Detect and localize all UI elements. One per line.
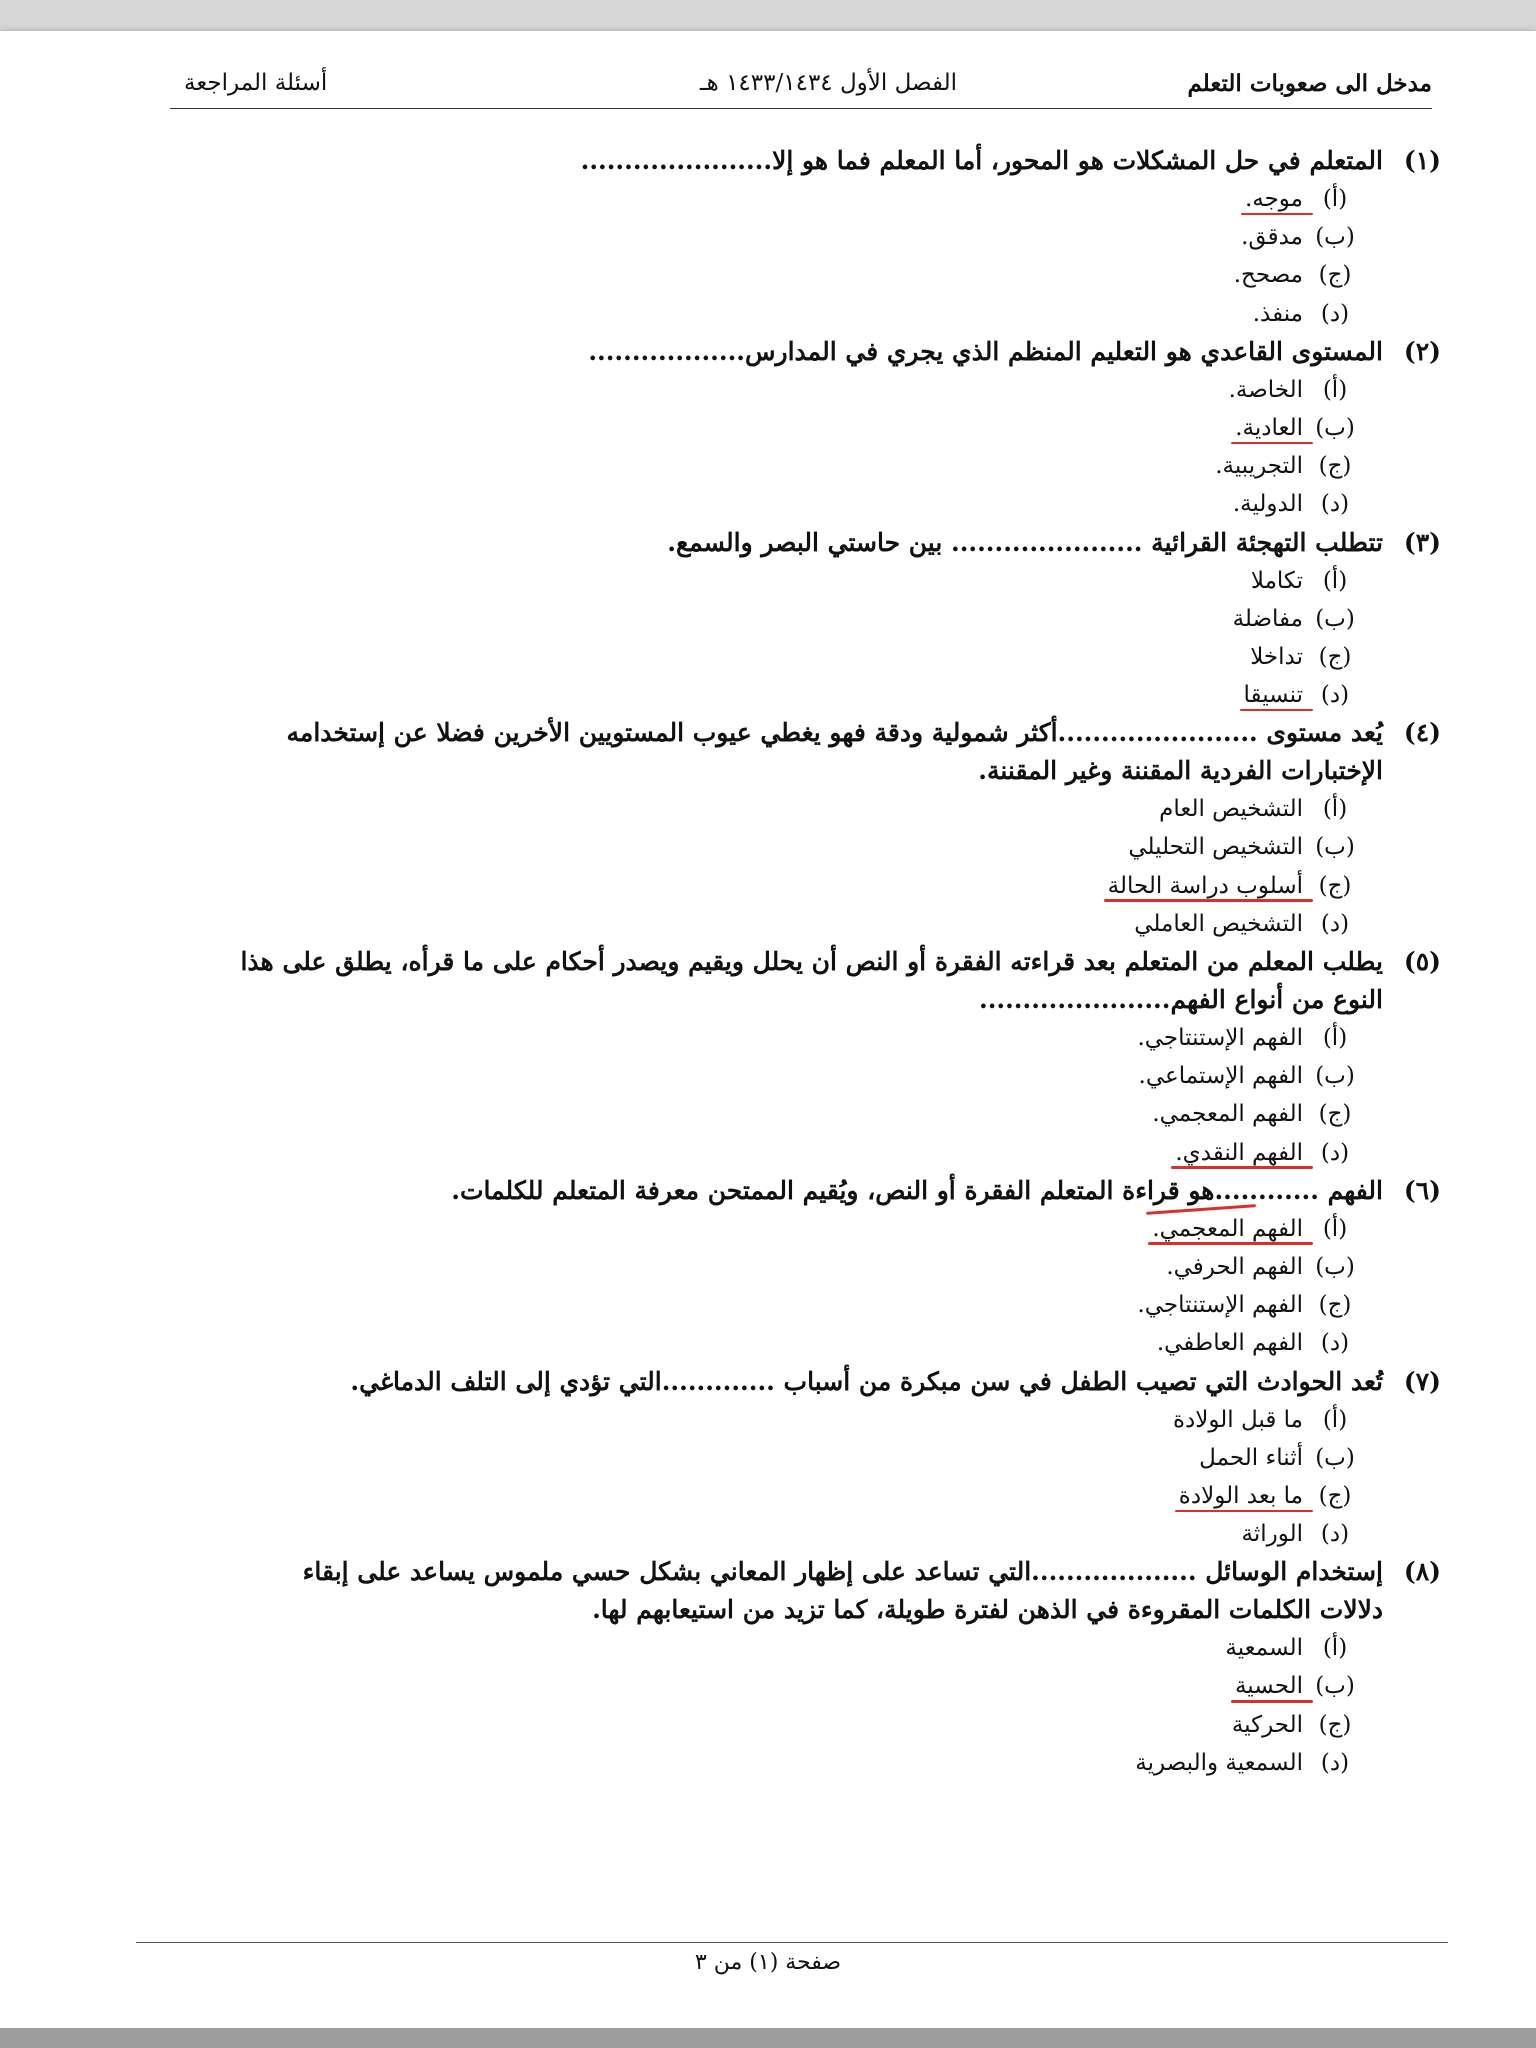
option-text: الفهم الإستماعي.	[1138, 1063, 1303, 1090]
marked-answer: الفهم المعجمي.	[1152, 1210, 1309, 1248]
question-7	[161, 1363, 1441, 1554]
option-text: الخاصة.	[1228, 376, 1303, 403]
option-letter: (ج)	[1318, 262, 1352, 289]
option-row	[161, 867, 1361, 905]
option-letter: (ب)	[1315, 834, 1355, 861]
option-row	[161, 1095, 1361, 1133]
question-text	[161, 524, 1441, 562]
option-row	[161, 905, 1361, 943]
marked-answer: تنسيقا	[1244, 676, 1309, 714]
option-letter: (د)	[1320, 682, 1350, 709]
option-row	[161, 790, 1361, 828]
course-title: مدخل الى صعوبات التعلم	[1187, 70, 1432, 97]
options-list	[161, 180, 1441, 333]
question-number: (١)	[1403, 146, 1441, 175]
option-text: التجريبية.	[1215, 453, 1303, 480]
question-line: المستوى القاعدي هو التعليم المنظم الذي يجري في المدارس..................	[588, 336, 1383, 366]
question-line: تتطلب التهجئة القرائية ...................... بين حاستي البصر والسمع.	[667, 527, 1383, 557]
option-text: مفاضلة	[1232, 605, 1303, 632]
option-letter: (ب)	[1315, 605, 1355, 632]
option-letter: (ج)	[1318, 1292, 1352, 1319]
option-letter: (ج)	[1318, 643, 1352, 670]
option-row	[161, 1515, 1361, 1553]
option-letter: (ب)	[1315, 1673, 1355, 1700]
option-row	[161, 1057, 1361, 1095]
option-letter: (ب)	[1315, 1253, 1355, 1280]
option-text: الدولية.	[1232, 491, 1303, 518]
option-row	[161, 1744, 1361, 1782]
question-8	[161, 1553, 1441, 1782]
marked-answer: موجه.	[1245, 180, 1309, 218]
marked-answer: الفهم النقدي.	[1175, 1134, 1309, 1172]
marked-answer: ما بعد الولادة	[1179, 1477, 1309, 1515]
option-text: التشخيص التحليلي	[1128, 834, 1303, 861]
page-bottom-shadow	[0, 2028, 1536, 2048]
question-number: (٧)	[1403, 1366, 1441, 1396]
option-text: الوراثة	[1241, 1521, 1303, 1548]
option-text: الفهم الحرفي.	[1166, 1253, 1303, 1280]
question-line: يُعد مستوى .......................أكثر شمولية ودقة فهو يغطي عيوب المستويين الأخرين فضلا عن إستخدامه	[286, 718, 1383, 748]
question-line: الإختبارات الفردية المقننة وغير المقننة.	[978, 756, 1383, 786]
questions-list	[161, 142, 1441, 1782]
question-line: الفهم ............هو قراءة المتعلم الفقرة أو النص، ويُقيم الممتحن معرفة المتعلم للكلمات.	[451, 1175, 1383, 1205]
option-row	[161, 1210, 1361, 1248]
question-6	[161, 1172, 1441, 1363]
option-letter: (أ)	[1322, 376, 1348, 403]
footer-divider	[136, 1942, 1448, 1943]
option-letter: (أ)	[1322, 1406, 1348, 1433]
option-letter: (أ)	[1322, 567, 1348, 594]
option-row	[161, 1477, 1361, 1515]
option-letter: (ب)	[1315, 1444, 1355, 1471]
option-letter: (د)	[1320, 1749, 1350, 1776]
option-row	[161, 1019, 1361, 1057]
page-number: صفحة (١) من ٣	[694, 1950, 842, 1975]
option-row	[161, 485, 1361, 523]
option-text: السمعية والبصرية	[1135, 1749, 1303, 1776]
option-row	[161, 1286, 1361, 1324]
option-row	[161, 638, 1361, 676]
option-letter: (د)	[1320, 1139, 1350, 1166]
option-letter: (ج)	[1318, 1482, 1352, 1509]
option-text: أثناء الحمل	[1199, 1444, 1303, 1471]
options-list	[161, 562, 1441, 715]
term-label: الفصل الأول ١٤٣٣/١٤٣٤ هـ	[699, 70, 957, 96]
question-text	[161, 333, 1441, 371]
question-line: تُعد الحوادث التي تصيب الطفل في سن مبكرة من أسباب .............التي تؤدي إلى التلف الدماغي.	[350, 1366, 1383, 1396]
marked-answer: أسلوب دراسة الحالة	[1108, 867, 1309, 905]
option-text: الحركية	[1231, 1711, 1303, 1738]
option-text: التشخيص العاملي	[1134, 910, 1303, 937]
option-text: مدقق.	[1241, 224, 1303, 251]
question-text	[161, 714, 1441, 752]
option-text: ما قبل الولادة	[1173, 1406, 1303, 1433]
option-row	[161, 1667, 1361, 1705]
option-letter: (أ)	[1322, 796, 1348, 823]
option-letter: (أ)	[1322, 1635, 1348, 1662]
question-number: (٢)	[1403, 336, 1441, 366]
option-letter: (ب)	[1315, 1063, 1355, 1090]
option-letter: (ب)	[1315, 224, 1355, 251]
page-header	[170, 66, 1432, 109]
option-letter: (ب)	[1315, 414, 1355, 441]
marked-answer: العادية.	[1235, 409, 1309, 447]
option-row	[161, 676, 1361, 714]
option-row	[161, 1629, 1361, 1667]
option-letter: (د)	[1320, 1521, 1350, 1548]
question-line: إستخدام الوسائل ...................التي تساعد على إظهار المعاني بشكل حسي ملموس يساعد على إبقاء	[302, 1557, 1383, 1587]
question-line: المتعلم في حل المشكلات هو المحور، أما المعلم فما هو إلا......................	[580, 146, 1383, 175]
options-list	[161, 790, 1441, 943]
options-list	[161, 1019, 1441, 1172]
question-number: (٨)	[1403, 1557, 1441, 1587]
option-row	[161, 295, 1361, 333]
option-letter: (د)	[1320, 1330, 1350, 1357]
option-row	[161, 828, 1361, 866]
option-row	[161, 1134, 1361, 1172]
option-letter: (ج)	[1318, 453, 1352, 480]
option-letter: (أ)	[1322, 1215, 1348, 1242]
question-1	[161, 142, 1441, 333]
question-number: (٤)	[1403, 718, 1441, 748]
option-text: تكاملا	[1250, 567, 1303, 594]
option-text: مصحح.	[1233, 262, 1303, 289]
option-row	[161, 371, 1361, 409]
option-row	[161, 1324, 1361, 1362]
question-5	[161, 943, 1441, 1172]
question-4	[161, 714, 1441, 943]
question-line: يطلب المعلم من المتعلم بعد قراءته الفقرة أو النص أن يحلل ويقيم ويصدر أحكام على ما قرأه، يطلق على هذا	[240, 947, 1383, 976]
options-list	[161, 1210, 1441, 1363]
option-row	[161, 1401, 1361, 1439]
question-number: (٣)	[1403, 527, 1441, 557]
option-row	[161, 180, 1361, 218]
question-number: (٦)	[1403, 1175, 1441, 1205]
section-label: أسئلة المراجعة	[184, 70, 328, 96]
option-text: الفهم المعجمي.	[1152, 1101, 1303, 1128]
option-text: منفذ.	[1252, 300, 1303, 327]
option-letter: (د)	[1320, 300, 1350, 327]
options-list	[161, 371, 1441, 524]
question-text	[161, 1172, 1441, 1210]
option-text: الفهم الإستنتاجي.	[1137, 1292, 1303, 1319]
question-text	[161, 1591, 1441, 1629]
option-letter: (أ)	[1322, 1025, 1348, 1051]
question-line: النوع من أنواع الفهم......................	[978, 985, 1383, 1014]
question-line: دلالات الكلمات المقروءة في الذهن لفترة طويلة، كما تزيد من استيعابهم لها.	[592, 1595, 1383, 1625]
option-row	[161, 256, 1361, 294]
option-letter: (ج)	[1318, 1711, 1352, 1738]
question-number: (٥)	[1403, 947, 1441, 976]
option-letter: (د)	[1320, 910, 1350, 937]
option-letter: (أ)	[1322, 186, 1348, 212]
option-row	[161, 600, 1361, 638]
question-2	[161, 333, 1441, 524]
marked-answer: الحسية	[1235, 1667, 1309, 1705]
question-text	[161, 943, 1441, 981]
option-letter: (ج)	[1318, 872, 1352, 899]
option-row	[161, 447, 1361, 485]
option-text: التشخيص العام	[1159, 796, 1303, 823]
option-row	[161, 218, 1361, 256]
options-list	[161, 1401, 1441, 1554]
option-text: الفهم العاطفي.	[1156, 1330, 1303, 1357]
option-row	[161, 562, 1361, 600]
option-row	[161, 1439, 1361, 1477]
option-row	[161, 1706, 1361, 1744]
question-text	[161, 142, 1441, 180]
option-text: السمعية	[1225, 1635, 1303, 1662]
question-text	[161, 1363, 1441, 1401]
question-3	[161, 524, 1441, 715]
option-letter: (ج)	[1318, 1101, 1352, 1128]
option-row	[161, 1248, 1361, 1286]
question-text	[161, 752, 1441, 790]
question-text	[161, 1553, 1441, 1591]
option-text: تداخلا	[1250, 643, 1303, 670]
option-text: الفهم الإستنتاجي.	[1137, 1025, 1303, 1051]
option-row	[161, 409, 1361, 447]
options-list	[161, 1629, 1441, 1782]
question-text	[161, 981, 1441, 1019]
option-letter: (د)	[1320, 491, 1350, 518]
